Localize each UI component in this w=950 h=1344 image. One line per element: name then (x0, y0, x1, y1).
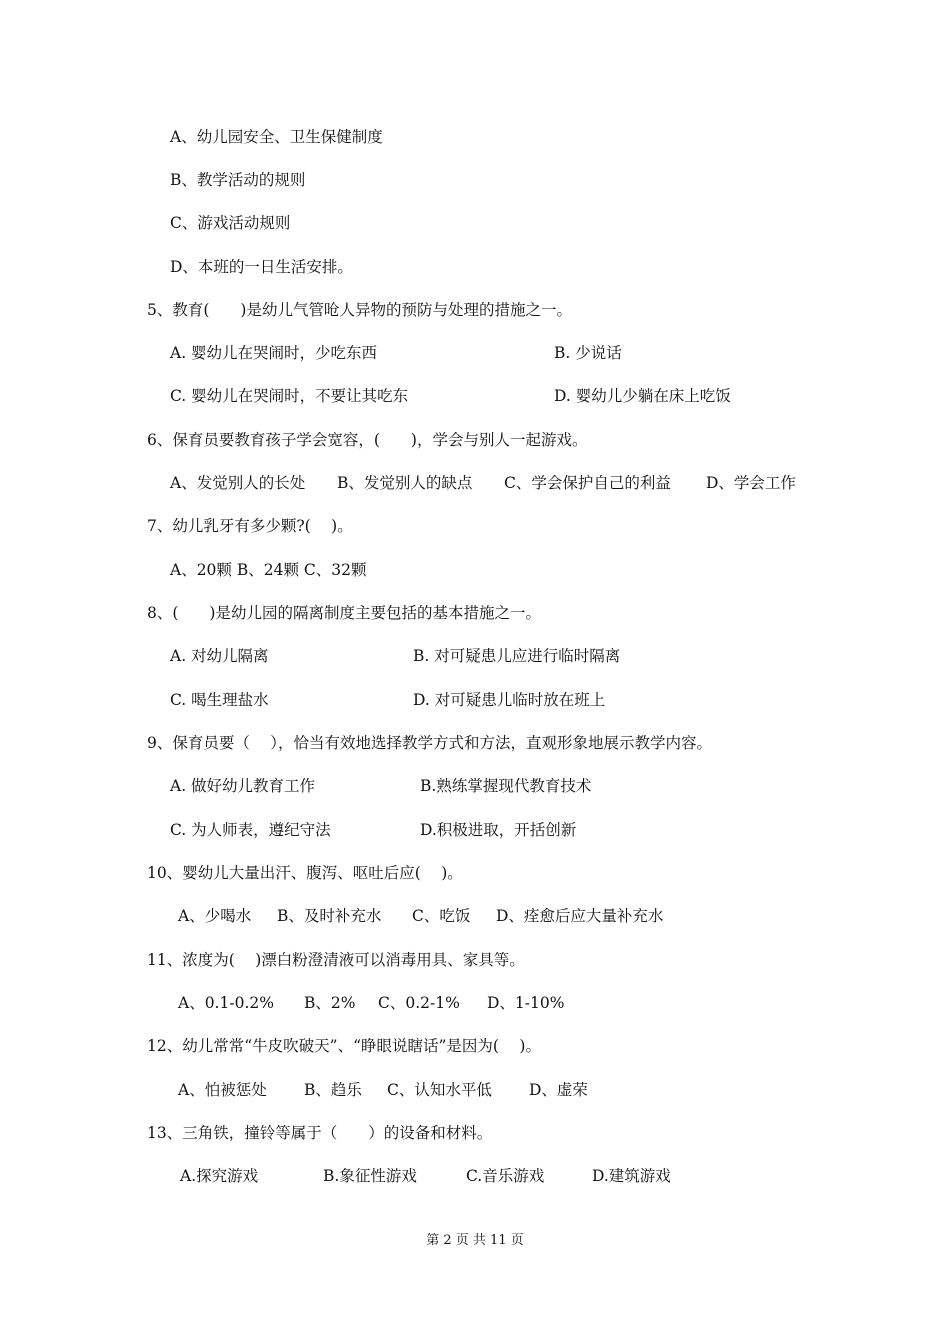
q10-option-b: B、及时补充水 (277, 907, 382, 925)
q13-option-d: D.建筑游戏 (592, 1167, 671, 1185)
q6-option-d: D、学会工作 (706, 474, 796, 492)
q5-option-c: C. 婴幼儿在哭闹时，不要让其吃东 (170, 387, 409, 405)
q5-option-b: B. 少说话 (554, 344, 622, 362)
q12-option-a: A、怕被惩处 (178, 1081, 267, 1099)
q12-option-b: B、趋乐 (304, 1081, 362, 1099)
q4-option-a: A、幼儿园安全、卫生保健制度 (170, 128, 383, 146)
question-8-stem: 8、( )是幼儿园的隔离制度主要包括的基本措施之一。 (147, 604, 541, 622)
q9-option-c: C. 为人师表，遵纪守法 (170, 821, 331, 839)
q10-option-d: D、痊愈后应大量补充水 (496, 907, 664, 925)
q13-option-c: C.音乐游戏 (466, 1167, 545, 1185)
q12-option-d: D、虚荣 (529, 1081, 588, 1099)
question-13-stem: 13、三角铁，撞铃等属于（ ）的设备和材料。 (147, 1124, 493, 1142)
q6-option-b: B、发觉别人的缺点 (337, 474, 473, 492)
page-number-footer: 第 2 页 共 11 页 (426, 1233, 524, 1248)
q5-option-a: A. 婴幼儿在哭闹时，少吃东西 (170, 344, 378, 362)
q4-option-c: C、游戏活动规则 (170, 214, 291, 232)
question-10-stem: 10、婴幼儿大量出汗、腹泻、呕吐后应( )。 (147, 864, 463, 882)
question-5-stem: 5、教育( )是幼儿气管呛人异物的预防与处理的措施之一。 (147, 301, 572, 319)
q8-option-a: A. 对幼儿隔离 (170, 647, 269, 665)
q8-option-c: C. 喝生理盐水 (170, 691, 269, 709)
q6-option-a: A、发觉别人的长处 (170, 474, 306, 492)
q10-option-c: C、吃饭 (412, 907, 471, 925)
q9-option-a: A. 做好幼儿教育工作 (170, 777, 316, 795)
q4-option-d: D、本班的一日生活安排。 (170, 258, 353, 276)
question-9-stem: 9、保育员要（ ），恰当有效地选择教学方式和方法，直观形象地展示教学内容。 (147, 734, 713, 752)
q13-option-a: A.探究游戏 (180, 1167, 259, 1185)
q11-option-b: B、2% (304, 994, 356, 1012)
question-12-stem: 12、幼儿常常“牛皮吹破天”、“睁眼说瞎话”是因为( )。 (147, 1037, 541, 1055)
question-6-stem: 6、保育员要教育孩子学会宽容，( )，学会与别人一起游戏。 (147, 431, 588, 449)
q9-option-b: B.熟练掌握现代教育技术 (420, 777, 592, 795)
q11-option-d: D、1-10% (487, 994, 565, 1012)
q8-option-d: D. 对可疑患儿临时放在班上 (413, 691, 606, 709)
question-11-stem: 11、浓度为( )漂白粉澄清液可以消毒用具、家具等。 (147, 951, 525, 969)
q5-option-d: D. 婴幼儿少躺在床上吃饭 (554, 387, 731, 405)
q8-option-b: B. 对可疑患儿应进行临时隔离 (413, 647, 621, 665)
q11-option-c: C、0.2-1% (378, 994, 460, 1012)
q11-option-a: A、0.1-0.2% (178, 994, 274, 1012)
question-7-stem: 7、幼儿乳牙有多少颗?( )。 (147, 517, 353, 535)
q4-option-b: B、教学活动的规则 (170, 171, 306, 189)
q6-option-c: C、学会保护自己的利益 (504, 474, 671, 492)
q12-option-c: C、认知水平低 (387, 1081, 492, 1099)
q7-options: A、20颗 B、24颗 C、32颗 (170, 561, 367, 579)
q9-option-d: D.积极进取，开括创新 (420, 821, 577, 839)
q13-option-b: B.象征性游戏 (323, 1167, 417, 1185)
q10-option-a: A、少喝水 (178, 907, 252, 925)
